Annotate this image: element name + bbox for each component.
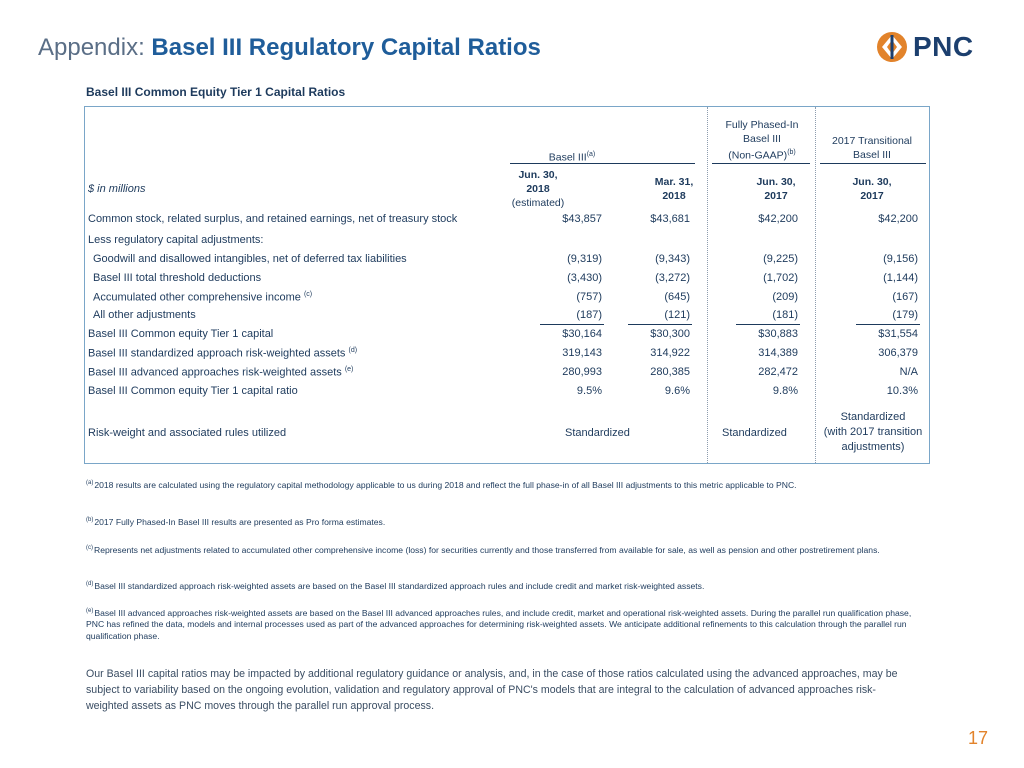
subtotal-rule — [540, 324, 604, 325]
cell-value: N/A — [899, 366, 918, 378]
cell-value: $43,681 — [650, 213, 690, 225]
units-label: $ in millions — [88, 183, 146, 195]
cell-value: (121) — [664, 309, 690, 321]
cell-value: (9,319) — [567, 253, 602, 265]
subtotal-rule — [856, 324, 920, 325]
subtotal-rule — [628, 324, 692, 325]
col-header-jun-2017-fpi: Jun. 30, 2017 — [756, 176, 796, 202]
cell-value: (3,430) — [567, 272, 602, 284]
cell-value: 314,922 — [650, 347, 690, 359]
cell-value: 9.5% — [576, 385, 602, 397]
footnote-d: $^{(d)}$Basel III standardized approach risk-weighted assets are based on the Basel III standardized approach rules and include credit and market risk-weighted assets. — [86, 580, 705, 591]
cell-value: $42,200 — [758, 213, 798, 225]
row-label: Risk-weight and associated rules utilized — [88, 427, 287, 439]
footnote-b: $^{(b)}$2017 Fully Phased-In Basel III results are presented as Pro forma estimates. — [86, 516, 386, 527]
cell-value: (9,343) — [655, 253, 690, 265]
row-label: Basel III Common equity Tier 1 capital ratio — [88, 385, 298, 397]
row-label: Less regulatory capital adjustments: — [88, 234, 264, 246]
row-label: Basel III standardized approach risk-weighted assets $^{(d)}$ — [88, 347, 358, 360]
header-rule — [820, 163, 926, 164]
cell-value: $31,554 — [878, 328, 918, 340]
table-subtitle: Basel III Common Equity Tier 1 Capital Ratios — [86, 85, 346, 99]
header-rule — [510, 163, 695, 164]
cell-value-multiline: Standardized (with 2017 transition adjustments) — [823, 411, 923, 453]
header-rule — [712, 163, 810, 164]
row-label: Basel III advanced approaches risk-weighted assets $^{(e)}$ — [88, 366, 354, 379]
cell-value: (3,272) — [655, 272, 690, 284]
row-label: Accumulated other comprehensive income $^{(c)}$ — [93, 291, 313, 304]
cell-value: (9,225) — [763, 253, 798, 265]
row-label: Goodwill and disallowed intangibles, net of deferred tax liabilities — [93, 253, 407, 265]
cell-value: (179) — [892, 309, 918, 321]
cell-value: (9,156) — [883, 253, 918, 265]
col-header-jun-2017-trans: Jun. 30, 2017 — [852, 176, 892, 202]
row-label: Basel III total threshold deductions — [93, 272, 262, 284]
footnote-c: $^{(c)}$Represents net adjustments related to accumulated other comprehensive income (loss) for securities currently and those transferred from available for sale, as well as pension and other postretirement plans. — [86, 544, 880, 555]
cell-value: (181) — [772, 309, 798, 321]
group-header-basel-iii: Basel III$^{(a)}$ — [548, 151, 596, 164]
cell-value: 10.3% — [886, 385, 918, 397]
cell-value: 280,993 — [562, 366, 602, 378]
row-label: Common stock, related surplus, and retained earnings, net of treasury stock — [88, 213, 458, 225]
footnote-e: $^{(e)}$Basel III advanced approaches risk-weighted assets are based on the Basel III advanced approaches rules, and include credit, market and operational risk-weighted assets. During the parallel run qualification phase, PNC has refined the data, models and internal processes used as part of the advanced approaches for determining risk-weighted assets. We anticipate additional refinements to this calculation through the parallel run qualification phase. — [86, 607, 912, 641]
page-number: 17 — [967, 728, 988, 748]
cell-value: (209) — [772, 291, 798, 303]
logo-wordmark: PNC — [913, 31, 974, 62]
cell-value: Standardized — [722, 427, 787, 439]
col-header-jun-2018: Jun. 30, 2018 (estimated) — [511, 169, 565, 209]
pnc-logo — [876, 31, 974, 63]
cell-value: 9.8% — [772, 385, 798, 397]
cell-value: (187) — [576, 309, 602, 321]
cell-value: 280,385 — [650, 366, 690, 378]
cell-value: (1,702) — [763, 272, 798, 284]
cell-value: 282,472 — [758, 366, 798, 378]
title-prefix: Appendix: — [38, 34, 145, 61]
cell-value: (645) — [664, 291, 690, 303]
group-header-transitional: 2017 Transitional Basel III — [832, 135, 912, 161]
cell-value: 314,389 — [758, 347, 798, 359]
cell-value: 306,379 — [878, 347, 918, 359]
cell-value: $43,857 — [562, 213, 602, 225]
col-header-mar-2018: Mar. 31, 2018 — [654, 176, 694, 202]
title-main: Basel III Regulatory Capital Ratios — [151, 34, 541, 61]
group-header-fully-phased-in: Fully Phased-In Basel III (Non-GAAP)$^{(b)}$ — [725, 119, 799, 162]
row-label: All other adjustments — [93, 309, 196, 321]
closing-paragraph: Our Basel III capital ratios may be impacted by additional regulatory guidance or analysis, and, in the case of those ratios calculated using the advanced approaches, may be subject to variability based on the ongoing evolution, validation and regulatory approval of PNC's models that are integral to the calculation of advanced approaches risk-weighted assets as PNC moves through the parallel run approval process. — [86, 668, 898, 712]
row-label: Basel III Common equity Tier 1 capital — [88, 328, 274, 340]
cell-value: $30,164 — [562, 328, 602, 340]
cell-value: $30,300 — [650, 328, 690, 340]
cell-value: (757) — [576, 291, 602, 303]
cell-value: $42,200 — [878, 213, 918, 225]
page-title — [38, 34, 541, 62]
cell-value: (1,144) — [883, 272, 918, 284]
cell-value: 9.6% — [664, 385, 690, 397]
cell-value: $30,883 — [758, 328, 798, 340]
footnote-a: $^{(a)}$2018 results are calculated using the regulatory capital methodology applicable to us during 2018 and reflect the full phase-in of all Basel III adjustments to this metric applicable to PNC. — [86, 479, 797, 490]
cell-value: Standardized — [565, 427, 630, 439]
pnc-logo-icon — [876, 31, 908, 63]
subtotal-rule — [736, 324, 800, 325]
cell-value: 319,143 — [562, 347, 602, 359]
column-divider — [707, 107, 708, 463]
cell-value: (167) — [892, 291, 918, 303]
